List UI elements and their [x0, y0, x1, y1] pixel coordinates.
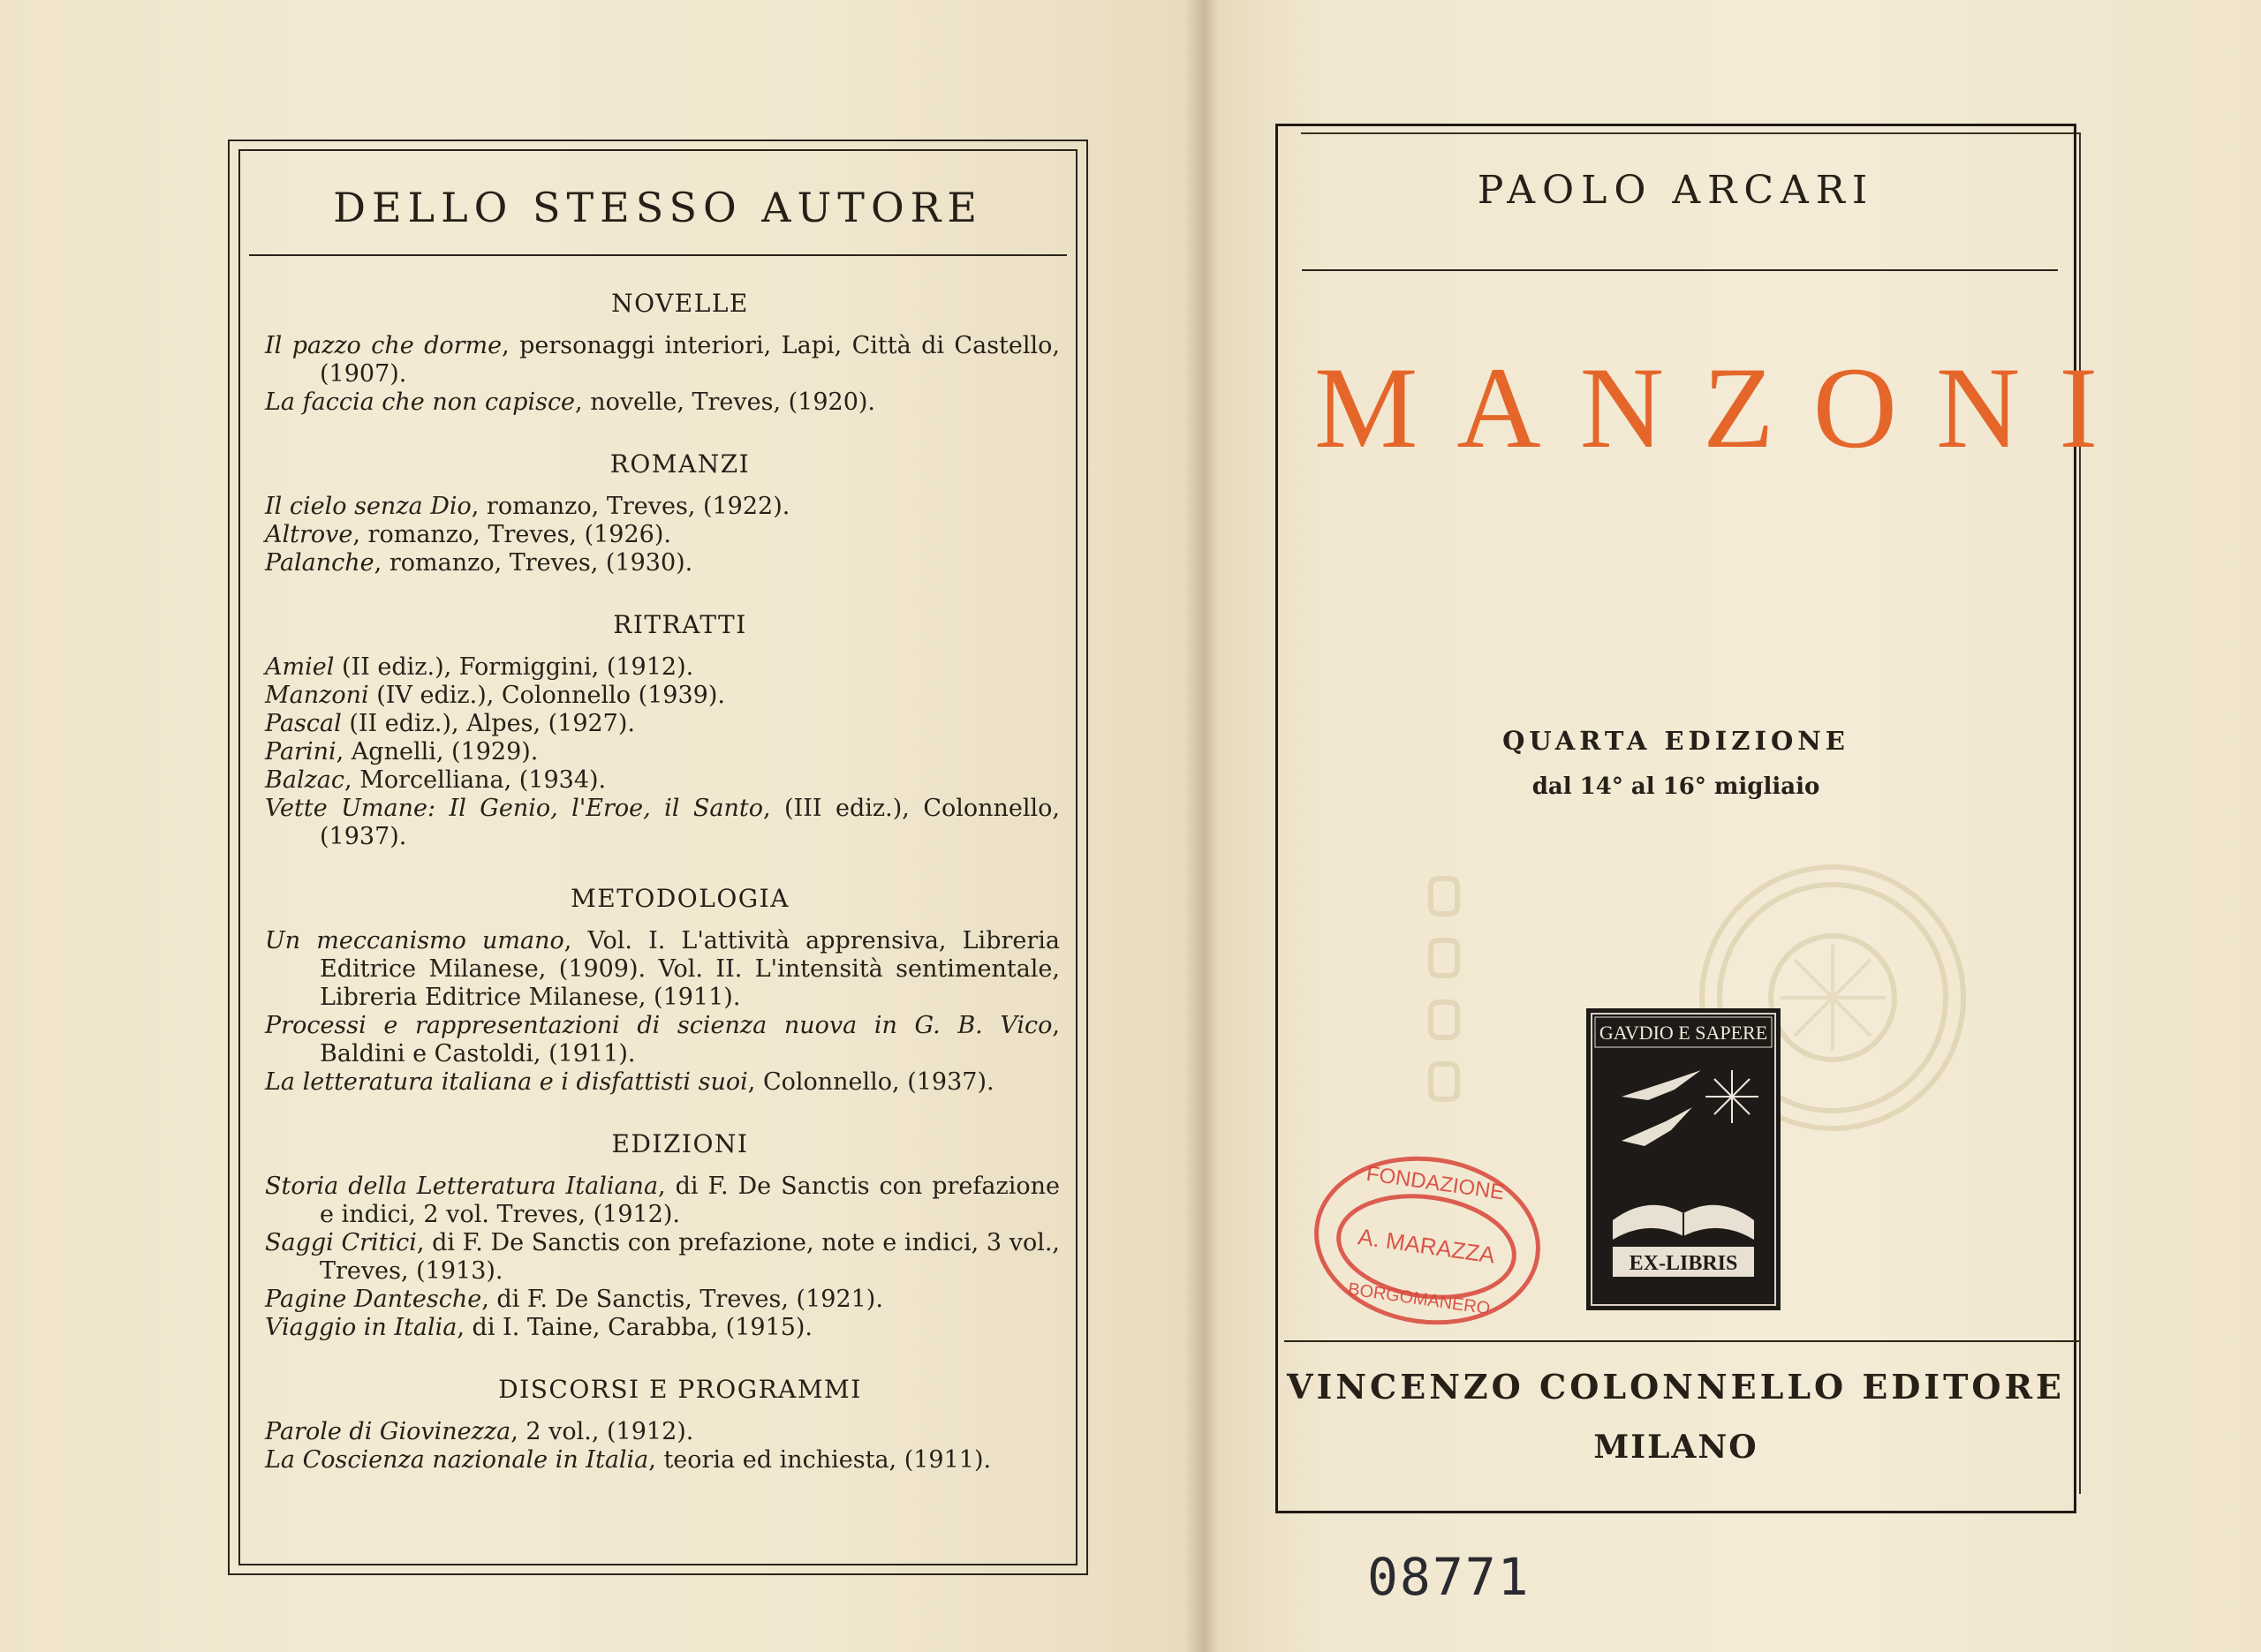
section-heading: EDIZIONI: [611, 1129, 749, 1158]
bibliography-entry: [265, 388, 1060, 417]
work-title: Saggi Critici: [265, 1229, 417, 1256]
work-details: (II ediz.), Formiggini, (1912).: [334, 653, 694, 681]
bibliography-entry: [265, 1314, 1060, 1342]
author-rule: [1302, 269, 2058, 271]
bibliography-entry: [265, 927, 1060, 1012]
work-title: Manzoni: [265, 682, 369, 709]
work-details: , di F. De Sanctis con prefazione e indici, 2 vol. Treves, (1912).: [320, 1173, 1060, 1228]
publisher-rule: [1284, 1340, 2079, 1342]
bibliography-section: [265, 450, 1060, 577]
work-title: Balzac: [265, 766, 345, 794]
bibliography-entry: [265, 1012, 1060, 1068]
bibliography-entry: [265, 1286, 1060, 1314]
work-title: Il cielo senza Dio: [265, 493, 472, 520]
work-details: , Baldini e Castoldi, (1911).: [320, 1012, 1060, 1067]
work-title: Palanche: [265, 549, 374, 577]
library-ownership-stamp: [1311, 1150, 1544, 1331]
bibliography-section: [265, 611, 1060, 851]
work-details: , di I. Taine, Carabba, (1915).: [457, 1314, 813, 1341]
work-title: La letteratura italiana e i disfattisti suoi: [265, 1068, 748, 1096]
work-title: Viaggio in Italia: [265, 1314, 457, 1341]
work-details: , personaggi interiori, Lapi, Città di Castello, (1907).: [320, 332, 1060, 388]
work-details: , Morcelliana, (1934).: [344, 766, 607, 794]
work-details: , (III ediz.), Colonnello, (1937).: [320, 795, 1060, 850]
stamp-foundation: FONDAZIONE: [1365, 1161, 1506, 1205]
work-title: Storia della Letteratura Italiana: [265, 1173, 659, 1200]
work-details: , di F. De Sanctis con prefazione, note e indici, 3 vol., Treves, (1913).: [320, 1229, 1060, 1285]
publisher-name: VINCENZO COLONNELLO EDITORE: [1287, 1367, 2065, 1407]
section-heading: NOVELLE: [611, 289, 749, 318]
work-details: , 2 vol., (1912).: [510, 1418, 694, 1445]
work-title: Parini: [265, 738, 337, 766]
work-details: , romanzo, Treves, (1922).: [471, 493, 790, 520]
work-details: , Agnelli, (1929).: [336, 738, 539, 766]
work-title: Pascal: [265, 710, 342, 737]
bibliography-entry: [265, 795, 1060, 851]
work-details: , Vol. I. L'attività apprensiva, Libreria Editrice Milanese, (1909). Vol. II. L'intensità sentimentale, Libreria Editrice Milanese, (1911).: [320, 927, 1061, 1011]
publisher-city: MILANO: [1593, 1429, 1758, 1466]
ex-libris-label: EX-LIBRIS: [1629, 1252, 1738, 1275]
work-title: Parole di Giovinezza: [265, 1418, 511, 1445]
work-details: , di F. De Sanctis, Treves, (1921).: [481, 1286, 883, 1313]
bibliography-section: [265, 1376, 1060, 1475]
inventory-number: 08771: [1367, 1547, 1531, 1607]
bibliography-entry: [265, 710, 1060, 738]
bibliography-entry: [265, 653, 1060, 682]
bibliography-entry: [265, 493, 1060, 521]
section-heading: DISCORSI E PROGRAMMI: [498, 1375, 862, 1404]
bibliography-entry: [265, 1229, 1060, 1286]
bibliography: [265, 290, 1060, 1508]
work-details: (IV ediz.), Colonnello (1939).: [368, 682, 725, 709]
bibliography-entry: [265, 1173, 1060, 1229]
ex-libris-bookplate: [1586, 1008, 1781, 1310]
bibliography-title-rule: [249, 254, 1067, 256]
section-heading: RITRATTI: [613, 610, 747, 639]
bibliography-entry: [265, 1068, 1060, 1097]
work-details: , Colonnello, (1937).: [747, 1068, 994, 1096]
bibliography-section: [265, 885, 1060, 1097]
work-title: Amiel: [265, 653, 335, 681]
work-title: Un meccanismo umano: [265, 927, 564, 954]
stamp-town: BORGOMANERO: [1346, 1279, 1492, 1319]
book-gutter: [1183, 0, 1219, 1652]
section-heading: METODOLOGIA: [571, 884, 790, 913]
work-title: La Coscienza nazionale in Italia: [265, 1446, 649, 1474]
stamp-name: A. MARAZZA: [1356, 1223, 1497, 1269]
bibliography-entry: [265, 1418, 1060, 1446]
author-name: PAOLO ARCARI: [1477, 168, 1875, 213]
bibliography-entry: [265, 549, 1060, 577]
work-details: , teoria ed inchiesta, (1911).: [648, 1446, 992, 1474]
work-details: (II ediz.), Alpes, (1927).: [341, 710, 635, 737]
work-title: Altrove: [265, 521, 353, 548]
work-title: Processi e rappresentazioni di scienza nuova in G. B. Vico: [265, 1012, 1053, 1039]
work-details: , novelle, Treves, (1920).: [575, 388, 876, 416]
printing-run: dal 14° al 16° migliaio: [1531, 773, 1820, 800]
work-details: , romanzo, Treves, (1930).: [374, 549, 693, 577]
work-title: La faccia che non capisce: [265, 388, 576, 416]
bibliography-section: [265, 290, 1060, 417]
work-details: , romanzo, Treves, (1926).: [352, 521, 671, 548]
section-heading: ROMANZI: [609, 449, 751, 479]
bibliography-entry: [265, 682, 1060, 710]
work-title: Vette Umane: Il Genio, l'Eroe, il Santo: [265, 795, 763, 822]
bibliography-section: [265, 1130, 1060, 1342]
bibliography-entry: [265, 766, 1060, 795]
book-title: MANZONI: [1314, 343, 2137, 472]
work-title: Il pazzo che dorme: [265, 332, 503, 359]
bibliography-title: DELLO STESSO AUTORE: [333, 184, 983, 231]
faint-embossed-mark: [1413, 870, 1484, 1135]
ex-libris-motto: GAVDIO E SAPERE: [1599, 1022, 1768, 1044]
edition-label: QUARTA EDIZIONE: [1502, 726, 1849, 756]
bibliography-entry: [265, 738, 1060, 766]
bibliography-entry: [265, 1446, 1060, 1475]
work-title: Pagine Dantesche: [265, 1286, 482, 1313]
bibliography-entry: [265, 332, 1060, 388]
bibliography-entry: [265, 521, 1060, 549]
